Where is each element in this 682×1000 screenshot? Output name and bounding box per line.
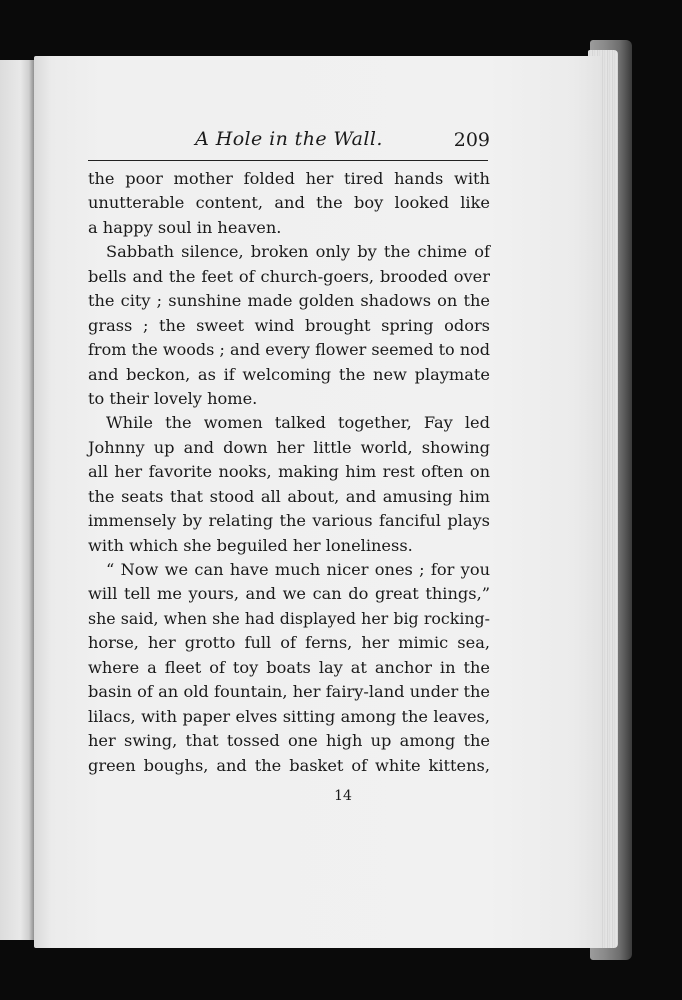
text-line: green boughs, and the basket of white kittens, [88, 755, 490, 775]
text-line: with which she beguiled her loneliness. [88, 535, 413, 555]
text-line: “ Now we can have much nicer ones ; for you [106, 560, 490, 579]
text-line: from the woods ; and every flower seemed to nod [88, 340, 490, 360]
text-line: unutterable content, and the boy looked like [88, 193, 490, 213]
text-line: lilacs, with paper elves sitting among the leaves, [88, 706, 490, 726]
running-title: A Hole in the Wall. [195, 128, 383, 150]
text-line: the seats that stood all about, and amusing him [88, 486, 490, 506]
text-line: a happy soul in heaven. [88, 217, 282, 237]
text-line: where a fleet of toy boats lay at anchor in the [88, 657, 490, 677]
text-line: to their lovely home. [88, 388, 258, 408]
text-line: bells and the feet of church-goers, brooded over [88, 266, 490, 286]
text-line: Johnny up and down her little world, showing [88, 437, 490, 457]
text-line: While the women talked together, Fay led [106, 413, 490, 433]
running-head [88, 126, 490, 156]
header-rule [88, 160, 488, 161]
text-line: she said, when she had displayed her big rocking- [88, 608, 490, 628]
left-page-edge [0, 60, 34, 940]
text-line: the poor mother folded her tired hands with [88, 169, 490, 188]
signature-mark: 14 [334, 788, 352, 804]
text-line: Sabbath silence, broken only by the chime of [106, 242, 490, 262]
text-line: and beckon, as if welcoming the new playmate [88, 364, 490, 384]
text-line: basin of an old fountain, her fairy-land under the [88, 682, 490, 702]
body-text [88, 167, 490, 778]
page-number: 209 [453, 129, 490, 151]
text-line: the city ; sunshine made golden shadows on the [88, 291, 490, 311]
text-line: immensely by relating the various fanciful plays [88, 511, 490, 531]
text-line: her swing, that tossed one high up among the [88, 731, 490, 751]
text-line: will tell me yours, and we can do great things,” [88, 584, 490, 604]
text-line: horse, her grotto full of ferns, her mimic sea, [88, 633, 490, 653]
text-line: grass ; the sweet wind brought spring odors [88, 315, 490, 335]
text-line: all her favorite nooks, making him rest often on [88, 462, 490, 482]
